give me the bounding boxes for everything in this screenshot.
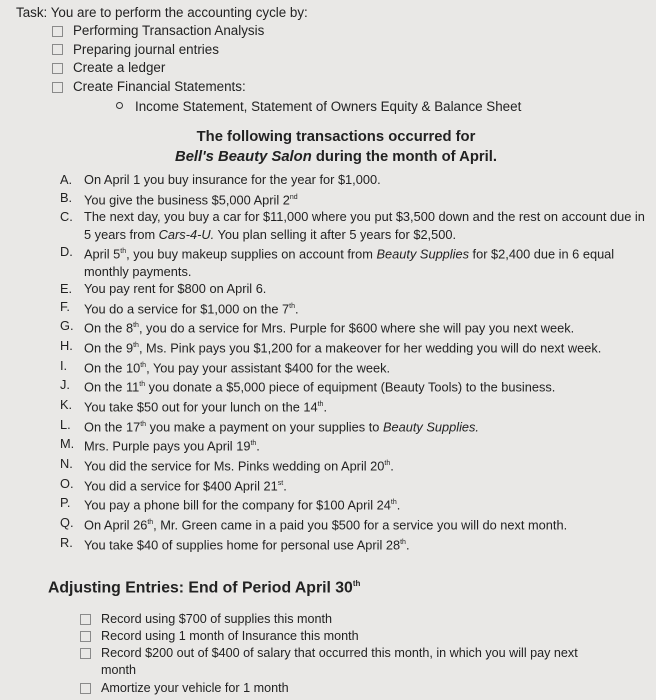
transaction-text: You give the business $5,000 April 2nd <box>84 192 298 208</box>
transaction-letter: A. <box>60 172 73 188</box>
transaction-letter: P. <box>60 495 71 511</box>
financial-statements-subitem: Income Statement, Statement of Owners Equity & Balance Sheet <box>12 97 646 116</box>
transaction-letter: R. <box>60 534 73 550</box>
checkbox-icon[interactable] <box>52 82 63 93</box>
transaction-text: On the 11th you donate a $5,000 piece of equipment (Beauty Tools) to the business. <box>84 379 556 395</box>
adjusting-entries-list <box>12 611 646 697</box>
checkbox-icon[interactable] <box>52 26 63 37</box>
transaction-text: April 5th, you buy makeup supplies on account from Beauty Supplies for $2,400 due in 6 equal monthly payments. <box>84 246 615 279</box>
transaction-letter: F. <box>60 298 70 314</box>
transaction-item <box>12 534 646 554</box>
transactions-heading: The following transactions occurred for Bell's Beauty Salon during the month of April. <box>175 129 497 166</box>
task-step: Create Financial Statements: <box>52 78 646 97</box>
transaction-text: On the 8th, you do a service for Mrs. Purple for $600 where she will pay you next week. <box>84 320 575 336</box>
transaction-letter: M. <box>60 436 75 452</box>
transaction-text: You take $40 of supplies home for personal use April 28th. <box>84 537 410 553</box>
transaction-letter: C. <box>60 209 73 225</box>
transaction-letter: Q. <box>60 515 74 531</box>
transaction-item <box>12 189 646 209</box>
transaction-text: On April 26th, Mr. Green came in a paid you $500 for a service you will do next month. <box>84 517 568 533</box>
adjusting-item: Record using $700 of supplies this month <box>80 611 646 628</box>
transaction-letter: H. <box>60 338 73 354</box>
transaction-item <box>12 357 646 377</box>
checkbox-icon[interactable] <box>52 44 63 55</box>
transaction-item <box>12 376 646 396</box>
transaction-item <box>12 337 646 357</box>
transaction-letter: L. <box>60 416 71 432</box>
circle-bullet-icon <box>116 102 123 109</box>
adjusting-item: Record using 1 month of Insurance this month <box>80 628 646 645</box>
transaction-text: You did the service for Ms. Pinks wedding on April 20th. <box>84 458 394 474</box>
checkbox-icon[interactable] <box>80 648 91 659</box>
checkbox-icon[interactable] <box>80 614 91 625</box>
task-checklist <box>12 22 646 96</box>
transaction-item <box>12 317 646 337</box>
transaction-text: You do a service for $1,000 on the 7th. <box>84 301 299 317</box>
adjusting-entries-heading: Adjusting Entries: End of Period April 30th <box>48 579 361 597</box>
transaction-letter: I. <box>60 357 68 373</box>
task-step: Performing Transaction Analysis <box>52 22 646 41</box>
checkbox-icon[interactable] <box>80 631 91 642</box>
transaction-item <box>12 171 646 188</box>
adjusting-item: Record $200 out of $400 of salary that occurred this month, in which you will pay next month <box>80 645 646 679</box>
transaction-letter: B. <box>60 189 73 205</box>
task-step: Create a ledger <box>52 59 646 78</box>
transaction-item <box>12 475 646 495</box>
task-heading: Task: You are to perform the accounting cycle by: <box>16 5 308 20</box>
checkbox-icon[interactable] <box>52 63 63 74</box>
transaction-text: You pay rent for $800 on April 6. <box>84 281 267 297</box>
transaction-text: On the 17th you make a payment on your supplies to Beauty Supplies. <box>84 419 479 435</box>
transaction-text: You did a service for $400 April 21st. <box>84 478 287 494</box>
transaction-letter: G. <box>60 318 74 334</box>
transactions-list <box>12 171 646 553</box>
transaction-item <box>12 435 646 455</box>
transaction-item <box>12 494 646 514</box>
transaction-text: The next day, you buy a car for $11,000 where you put $3,500 down and the rest on account due in 5 years from Cars-4-U. You plan selling it after 5 years for $2,500. <box>84 209 645 242</box>
transaction-letter: N. <box>60 456 73 472</box>
transaction-item <box>12 243 646 280</box>
transaction-letter: O. <box>60 475 74 491</box>
transaction-item <box>12 455 646 475</box>
transaction-text: On April 1 you buy insurance for the year for $1,000. <box>84 172 381 188</box>
transaction-item <box>12 514 646 534</box>
transaction-text: Mrs. Purple pays you April 19th. <box>84 438 260 454</box>
checkbox-icon[interactable] <box>80 683 91 694</box>
transaction-text: You pay a phone bill for the company for $100 April 24th. <box>84 497 401 513</box>
transaction-letter: E. <box>60 281 73 297</box>
transaction-item <box>12 208 646 243</box>
transaction-item <box>12 396 646 416</box>
transaction-item <box>12 280 646 297</box>
transaction-item <box>12 298 646 318</box>
transaction-text: On the 9th, Ms. Pink pays you $1,200 for a makeover for her wedding you will do next week. <box>84 340 602 356</box>
task-step: Preparing journal entries <box>52 41 646 60</box>
company-name: Bell's Beauty Salon <box>175 149 312 166</box>
transaction-letter: K. <box>60 397 73 413</box>
adjusting-item: Amortize your vehicle for 1 month <box>80 680 646 697</box>
transaction-letter: D. <box>60 244 73 260</box>
transaction-letter: J. <box>60 377 70 393</box>
transaction-item <box>12 416 646 436</box>
transaction-text: You take $50 out for your lunch on the 14th. <box>84 399 328 415</box>
transaction-text: On the 10th, You pay your assistant $400 for the week. <box>84 360 391 376</box>
